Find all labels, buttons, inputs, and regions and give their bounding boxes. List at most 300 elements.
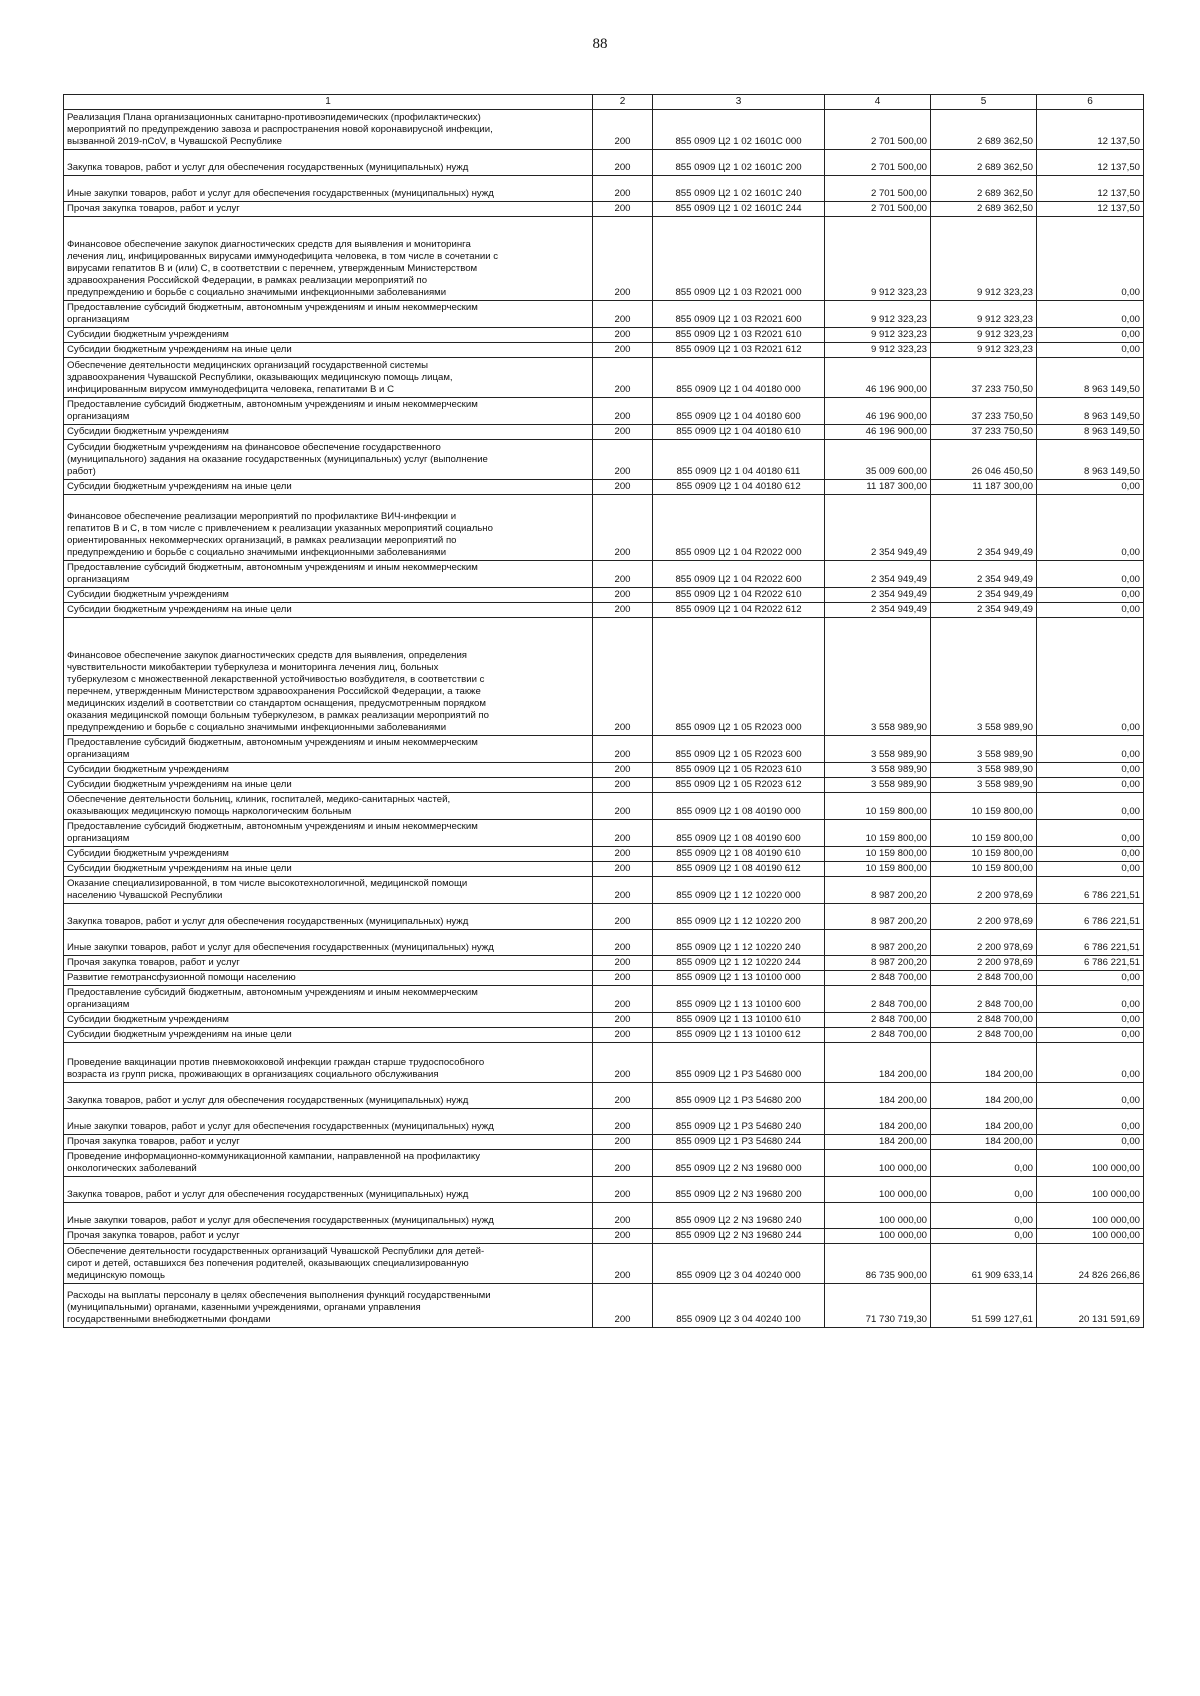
cell-unexecuted-amount: 0,00 [1037, 778, 1144, 793]
cell-section: 200 [593, 971, 653, 986]
cell-section: 200 [593, 202, 653, 217]
table-row [64, 1284, 1144, 1328]
cell-executed-amount: 10 159 800,00 [931, 793, 1037, 820]
cell-executed-amount: 9 912 323,23 [931, 301, 1037, 328]
cell-unexecuted-amount: 0,00 [1037, 1135, 1144, 1150]
cell-budget-code: 855 0909 Ц2 1 04 40180 600 [653, 398, 825, 425]
cell-item-name: Финансовое обеспечение закупок диагностических средств для выявления, определения чувствительности микобактерии туберкулеза и мониторинга лечения лиц, больных туберкулезом с множественной лекарственной устойчивостью возбудителя, в соответствии с перечнем, утвержденным Министерством здравоохранения Российской Федерации, а также медицинских изделий в соответствии со стандартом оснащения, предусмотренным порядком оказания медицинской помощи больным туберкулезом, в рамках реализации мероприятий по предупреждению и борьбе с социально значимыми инфекционными заболеваниями [64, 618, 593, 736]
cell-item-name: Предоставление субсидий бюджетным, автономным учреждениям и иным некоммерческим организациям [64, 398, 593, 425]
cell-budget-code: 855 0909 Ц2 1 08 40190 610 [653, 847, 825, 862]
cell-item-name: Предоставление субсидий бюджетным, автономным учреждениям и иным некоммерческим организациям [64, 561, 593, 588]
table-row [64, 904, 1144, 930]
cell-approved-amount: 2 354 949,49 [825, 495, 931, 561]
cell-unexecuted-amount: 0,00 [1037, 1028, 1144, 1043]
cell-executed-amount: 37 233 750,50 [931, 358, 1037, 398]
cell-approved-amount: 2 848 700,00 [825, 1013, 931, 1028]
cell-section: 200 [593, 1284, 653, 1328]
cell-executed-amount: 2 689 362,50 [931, 150, 1037, 176]
cell-approved-amount: 8 987 200,20 [825, 930, 931, 956]
cell-executed-amount: 10 159 800,00 [931, 820, 1037, 847]
cell-approved-amount: 3 558 989,90 [825, 618, 931, 736]
cell-approved-amount: 2 848 700,00 [825, 1028, 931, 1043]
table-row [64, 495, 1144, 561]
cell-section: 200 [593, 425, 653, 440]
cell-approved-amount: 100 000,00 [825, 1177, 931, 1203]
cell-unexecuted-amount: 0,00 [1037, 618, 1144, 736]
cell-executed-amount: 2 200 978,69 [931, 956, 1037, 971]
cell-item-name: Прочая закупка товаров, работ и услуг [64, 202, 593, 217]
table-row [64, 398, 1144, 425]
cell-budget-code: 855 0909 Ц2 1 08 40190 600 [653, 820, 825, 847]
cell-executed-amount: 2 354 949,49 [931, 495, 1037, 561]
cell-item-name: Закупка товаров, работ и услуг для обеспечения государственных (муниципальных) нужд [64, 1083, 593, 1109]
cell-budget-code: 855 0909 Ц2 1 02 1601С 200 [653, 150, 825, 176]
cell-budget-code: 855 0909 Ц2 2 N3 19680 240 [653, 1203, 825, 1229]
cell-unexecuted-amount: 0,00 [1037, 736, 1144, 763]
cell-unexecuted-amount: 0,00 [1037, 971, 1144, 986]
cell-approved-amount: 100 000,00 [825, 1150, 931, 1177]
cell-approved-amount: 11 187 300,00 [825, 480, 931, 495]
table-row [64, 328, 1144, 343]
cell-approved-amount: 2 848 700,00 [825, 986, 931, 1013]
cell-section: 200 [593, 1043, 653, 1083]
table-row [64, 480, 1144, 495]
cell-item-name: Субсидии бюджетным учреждениям [64, 328, 593, 343]
cell-unexecuted-amount: 0,00 [1037, 986, 1144, 1013]
cell-approved-amount: 184 200,00 [825, 1135, 931, 1150]
cell-executed-amount: 10 159 800,00 [931, 847, 1037, 862]
table-row [64, 877, 1144, 904]
cell-item-name: Расходы на выплаты персоналу в целях обеспечения выполнения функций государственными (муниципальными) органами, казенными учреждениями, органами управления государственными внебюджетными фондами [64, 1284, 593, 1328]
cell-executed-amount: 2 848 700,00 [931, 986, 1037, 1013]
cell-section: 200 [593, 561, 653, 588]
cell-approved-amount: 9 912 323,23 [825, 328, 931, 343]
cell-item-name: Проведение вакцинации против пневмококковой инфекции граждан старше трудоспособного возраста из групп риска, проживающих в организациях социального обслуживания [64, 1043, 593, 1083]
cell-executed-amount: 2 848 700,00 [931, 971, 1037, 986]
cell-section: 200 [593, 495, 653, 561]
cell-unexecuted-amount: 0,00 [1037, 301, 1144, 328]
cell-item-name: Оказание специализированной, в том числе высокотехнологичной, медицинской помощи населению Чувашской Республики [64, 877, 593, 904]
cell-unexecuted-amount: 6 786 221,51 [1037, 956, 1144, 971]
table-row [64, 110, 1144, 150]
cell-budget-code: 855 0909 Ц2 1 13 10100 612 [653, 1028, 825, 1043]
cell-item-name: Субсидии бюджетным учреждениям на иные цели [64, 343, 593, 358]
cell-section: 200 [593, 440, 653, 480]
cell-item-name: Субсидии бюджетным учреждениям на иные цели [64, 1028, 593, 1043]
cell-executed-amount: 2 354 949,49 [931, 588, 1037, 603]
cell-executed-amount: 3 558 989,90 [931, 618, 1037, 736]
cell-executed-amount: 0,00 [931, 1150, 1037, 1177]
table-row [64, 736, 1144, 763]
cell-unexecuted-amount: 0,00 [1037, 495, 1144, 561]
cell-approved-amount: 9 912 323,23 [825, 301, 931, 328]
cell-budget-code: 855 0909 Ц2 1 12 10220 244 [653, 956, 825, 971]
cell-approved-amount: 8 987 200,20 [825, 956, 931, 971]
cell-section: 200 [593, 956, 653, 971]
cell-section: 200 [593, 603, 653, 618]
cell-approved-amount: 2 701 500,00 [825, 176, 931, 202]
cell-section: 200 [593, 763, 653, 778]
cell-unexecuted-amount: 0,00 [1037, 763, 1144, 778]
cell-item-name: Субсидии бюджетным учреждениям на иные цели [64, 603, 593, 618]
table-row [64, 1203, 1144, 1229]
cell-unexecuted-amount: 12 137,50 [1037, 110, 1144, 150]
cell-budget-code: 855 0909 Ц2 1 05 R2023 000 [653, 618, 825, 736]
cell-unexecuted-amount: 8 963 149,50 [1037, 358, 1144, 398]
cell-item-name: Предоставление субсидий бюджетным, автономным учреждениям и иным некоммерческим организациям [64, 301, 593, 328]
cell-approved-amount: 8 987 200,20 [825, 904, 931, 930]
cell-section: 200 [593, 904, 653, 930]
cell-section: 200 [593, 1244, 653, 1284]
cell-approved-amount: 184 200,00 [825, 1043, 931, 1083]
cell-unexecuted-amount: 8 963 149,50 [1037, 398, 1144, 425]
cell-executed-amount: 61 909 633,14 [931, 1244, 1037, 1284]
cell-item-name: Иные закупки товаров, работ и услуг для обеспечения государственных (муниципальных) нужд [64, 1203, 593, 1229]
cell-approved-amount: 35 009 600,00 [825, 440, 931, 480]
cell-item-name: Обеспечение деятельности государственных организаций Чувашской Республики для детей- сирот и детей, оставшихся без попечения родителей, оказывающих специализированную медицинскую помощь [64, 1244, 593, 1284]
cell-approved-amount: 2 354 949,49 [825, 603, 931, 618]
cell-item-name: Субсидии бюджетным учреждениям [64, 425, 593, 440]
cell-executed-amount: 2 354 949,49 [931, 561, 1037, 588]
table-row [64, 1244, 1144, 1284]
table-row [64, 763, 1144, 778]
table-row [64, 1135, 1144, 1150]
cell-section: 200 [593, 877, 653, 904]
table-row [64, 301, 1144, 328]
cell-section: 200 [593, 328, 653, 343]
cell-unexecuted-amount: 24 826 266,86 [1037, 1244, 1144, 1284]
cell-section: 200 [593, 820, 653, 847]
cell-approved-amount: 9 912 323,23 [825, 217, 931, 301]
cell-unexecuted-amount: 12 137,50 [1037, 150, 1144, 176]
cell-unexecuted-amount: 0,00 [1037, 847, 1144, 862]
cell-section: 200 [593, 1028, 653, 1043]
cell-item-name: Иные закупки товаров, работ и услуг для обеспечения государственных (муниципальных) нужд [64, 930, 593, 956]
cell-item-name: Закупка товаров, работ и услуг для обеспечения государственных (муниципальных) нужд [64, 904, 593, 930]
cell-item-name: Обеспечение деятельности медицинских организаций государственной системы здравоохранения Чувашской Республики, оказывающих медицинскую помощь лицам, инфицированным вирусом иммунодефицита человека, гепатитами В и С [64, 358, 593, 398]
table-row [64, 1083, 1144, 1109]
cell-executed-amount: 2 848 700,00 [931, 1013, 1037, 1028]
cell-unexecuted-amount: 0,00 [1037, 793, 1144, 820]
cell-budget-code: 855 0909 Ц2 1 04 R2022 600 [653, 561, 825, 588]
cell-executed-amount: 9 912 323,23 [931, 328, 1037, 343]
cell-budget-code: 855 0909 Ц2 1 12 10220 200 [653, 904, 825, 930]
cell-budget-code: 855 0909 Ц2 1 04 40180 000 [653, 358, 825, 398]
table-row [64, 1229, 1144, 1244]
cell-unexecuted-amount: 0,00 [1037, 603, 1144, 618]
cell-executed-amount: 2 200 978,69 [931, 930, 1037, 956]
cell-item-name: Прочая закупка товаров, работ и услуг [64, 956, 593, 971]
cell-item-name: Финансовое обеспечение закупок диагностических средств для выявления и мониторинга лечения лиц, инфицированных вирусами иммунодефицита человека, в том числе в сочетании с вирусами гепатитов В и (или) С, в соответствии с перечнем, утвержденным Министерством здравоохранения Российской Федерации, в рамках реализации мероприятий по предупреждению и борьбе с социально значимыми инфекционными заболеваниями [64, 217, 593, 301]
table-row [64, 603, 1144, 618]
cell-approved-amount: 3 558 989,90 [825, 736, 931, 763]
cell-budget-code: 855 0909 Ц2 1 04 40180 612 [653, 480, 825, 495]
cell-executed-amount: 184 200,00 [931, 1109, 1037, 1135]
cell-budget-code: 855 0909 Ц2 1 13 10100 000 [653, 971, 825, 986]
cell-item-name: Прочая закупка товаров, работ и услуг [64, 1135, 593, 1150]
cell-unexecuted-amount: 0,00 [1037, 328, 1144, 343]
cell-unexecuted-amount: 0,00 [1037, 1043, 1144, 1083]
table-row [64, 986, 1144, 1013]
cell-item-name: Субсидии бюджетным учреждениям на иные цели [64, 778, 593, 793]
cell-approved-amount: 2 848 700,00 [825, 971, 931, 986]
cell-section: 200 [593, 480, 653, 495]
cell-section: 200 [593, 358, 653, 398]
cell-budget-code: 855 0909 Ц2 1 02 1601С 000 [653, 110, 825, 150]
table-row [64, 971, 1144, 986]
cell-section: 200 [593, 1203, 653, 1229]
cell-approved-amount: 86 735 900,00 [825, 1244, 931, 1284]
cell-unexecuted-amount: 100 000,00 [1037, 1177, 1144, 1203]
cell-approved-amount: 3 558 989,90 [825, 778, 931, 793]
cell-executed-amount: 0,00 [931, 1203, 1037, 1229]
table-row [64, 778, 1144, 793]
table-row [64, 217, 1144, 301]
cell-section: 200 [593, 736, 653, 763]
cell-unexecuted-amount: 6 786 221,51 [1037, 877, 1144, 904]
cell-item-name: Иные закупки товаров, работ и услуг для обеспечения государственных (муниципальных) нужд [64, 1109, 593, 1135]
cell-approved-amount: 184 200,00 [825, 1083, 931, 1109]
cell-unexecuted-amount: 0,00 [1037, 820, 1144, 847]
cell-section: 200 [593, 1013, 653, 1028]
cell-budget-code: 855 0909 Ц2 1 P3 54680 000 [653, 1043, 825, 1083]
cell-approved-amount: 71 730 719,30 [825, 1284, 931, 1328]
cell-section: 200 [593, 930, 653, 956]
cell-section: 200 [593, 1083, 653, 1109]
cell-executed-amount: 51 599 127,61 [931, 1284, 1037, 1328]
table-row [64, 561, 1144, 588]
table-row [64, 202, 1144, 217]
table-row [64, 588, 1144, 603]
cell-unexecuted-amount: 8 963 149,50 [1037, 440, 1144, 480]
cell-unexecuted-amount: 100 000,00 [1037, 1150, 1144, 1177]
cell-executed-amount: 2 689 362,50 [931, 176, 1037, 202]
cell-budget-code: 855 0909 Ц2 1 02 1601С 244 [653, 202, 825, 217]
cell-executed-amount: 3 558 989,90 [931, 778, 1037, 793]
cell-item-name: Субсидии бюджетным учреждениям на финансовое обеспечение государственного (муниципального) задания на оказание государственных (муниципальных) услуг (выполнение работ) [64, 440, 593, 480]
cell-item-name: Субсидии бюджетным учреждениям [64, 847, 593, 862]
cell-section: 200 [593, 778, 653, 793]
table-row [64, 440, 1144, 480]
column-header: 3 [653, 95, 825, 110]
cell-section: 200 [593, 398, 653, 425]
table-row [64, 425, 1144, 440]
cell-unexecuted-amount: 12 137,50 [1037, 176, 1144, 202]
cell-unexecuted-amount: 0,00 [1037, 1083, 1144, 1109]
cell-section: 200 [593, 862, 653, 877]
cell-approved-amount: 10 159 800,00 [825, 862, 931, 877]
cell-budget-code: 855 0909 Ц2 1 08 40190 612 [653, 862, 825, 877]
cell-unexecuted-amount: 0,00 [1037, 217, 1144, 301]
cell-approved-amount: 2 701 500,00 [825, 202, 931, 217]
cell-executed-amount: 184 200,00 [931, 1083, 1037, 1109]
cell-section: 200 [593, 150, 653, 176]
cell-unexecuted-amount: 6 786 221,51 [1037, 904, 1144, 930]
cell-item-name: Субсидии бюджетным учреждениям [64, 588, 593, 603]
cell-executed-amount: 2 848 700,00 [931, 1028, 1037, 1043]
cell-unexecuted-amount: 6 786 221,51 [1037, 930, 1144, 956]
table-row [64, 862, 1144, 877]
cell-executed-amount: 184 200,00 [931, 1135, 1037, 1150]
cell-section: 200 [593, 343, 653, 358]
cell-unexecuted-amount: 100 000,00 [1037, 1229, 1144, 1244]
cell-item-name: Закупка товаров, работ и услуг для обеспечения государственных (муниципальных) нужд [64, 150, 593, 176]
cell-budget-code: 855 0909 Ц2 1 03 R2021 600 [653, 301, 825, 328]
cell-section: 200 [593, 1177, 653, 1203]
cell-item-name: Предоставление субсидий бюджетным, автономным учреждениям и иным некоммерческим организациям [64, 736, 593, 763]
cell-item-name: Предоставление субсидий бюджетным, автономным учреждениям и иным некоммерческим организациям [64, 986, 593, 1013]
cell-approved-amount: 10 159 800,00 [825, 793, 931, 820]
cell-budget-code: 855 0909 Ц2 1 03 R2021 610 [653, 328, 825, 343]
cell-budget-code: 855 0909 Ц2 1 04 R2022 610 [653, 588, 825, 603]
cell-budget-code: 855 0909 Ц2 1 12 10220 000 [653, 877, 825, 904]
cell-budget-code: 855 0909 Ц2 1 05 R2023 610 [653, 763, 825, 778]
cell-approved-amount: 2 701 500,00 [825, 110, 931, 150]
budget-table [63, 94, 1144, 1328]
header-row [64, 95, 1144, 110]
cell-unexecuted-amount: 20 131 591,69 [1037, 1284, 1144, 1328]
table-row [64, 793, 1144, 820]
cell-item-name: Реализация Плана организационных санитарно-противоэпидемических (профилактических) мероприятий по предупреждению завоза и распространения новой коронавирусной инфекции, вызванной 2019-nCoV, в Чувашской Республике [64, 110, 593, 150]
table-header [64, 95, 1144, 110]
cell-budget-code: 855 0909 Ц2 3 04 40240 000 [653, 1244, 825, 1284]
table-row [64, 1028, 1144, 1043]
cell-budget-code: 855 0909 Ц2 3 04 40240 100 [653, 1284, 825, 1328]
cell-executed-amount: 0,00 [931, 1177, 1037, 1203]
cell-section: 200 [593, 110, 653, 150]
table-row [64, 343, 1144, 358]
cell-item-name: Развитие гемотрансфузионной помощи населению [64, 971, 593, 986]
cell-budget-code: 855 0909 Ц2 1 04 R2022 000 [653, 495, 825, 561]
cell-approved-amount: 2 354 949,49 [825, 588, 931, 603]
cell-unexecuted-amount: 0,00 [1037, 1013, 1144, 1028]
cell-approved-amount: 3 558 989,90 [825, 763, 931, 778]
cell-item-name: Закупка товаров, работ и услуг для обеспечения государственных (муниципальных) нужд [64, 1177, 593, 1203]
table-row [64, 1177, 1144, 1203]
cell-executed-amount: 10 159 800,00 [931, 862, 1037, 877]
column-header: 4 [825, 95, 931, 110]
cell-unexecuted-amount: 0,00 [1037, 480, 1144, 495]
cell-approved-amount: 100 000,00 [825, 1203, 931, 1229]
cell-budget-code: 855 0909 Ц2 1 P3 54680 244 [653, 1135, 825, 1150]
cell-unexecuted-amount: 0,00 [1037, 588, 1144, 603]
cell-approved-amount: 9 912 323,23 [825, 343, 931, 358]
cell-budget-code: 855 0909 Ц2 2 N3 19680 244 [653, 1229, 825, 1244]
cell-approved-amount: 2 701 500,00 [825, 150, 931, 176]
cell-budget-code: 855 0909 Ц2 1 13 10100 600 [653, 986, 825, 1013]
cell-approved-amount: 46 196 900,00 [825, 358, 931, 398]
cell-executed-amount: 3 558 989,90 [931, 736, 1037, 763]
cell-executed-amount: 2 200 978,69 [931, 904, 1037, 930]
cell-budget-code: 855 0909 Ц2 1 12 10220 240 [653, 930, 825, 956]
cell-executed-amount: 0,00 [931, 1229, 1037, 1244]
cell-section: 200 [593, 301, 653, 328]
table-row [64, 1043, 1144, 1083]
cell-section: 200 [593, 588, 653, 603]
cell-budget-code: 855 0909 Ц2 1 05 R2023 612 [653, 778, 825, 793]
cell-budget-code: 855 0909 Ц2 1 P3 54680 200 [653, 1083, 825, 1109]
cell-executed-amount: 2 354 949,49 [931, 603, 1037, 618]
cell-item-name: Проведение информационно-коммуникационной кампании, направленной на профилактику онкологических заболеваний [64, 1150, 593, 1177]
cell-section: 200 [593, 793, 653, 820]
table-row [64, 1013, 1144, 1028]
cell-budget-code: 855 0909 Ц2 1 04 R2022 612 [653, 603, 825, 618]
cell-section: 200 [593, 1150, 653, 1177]
cell-unexecuted-amount: 0,00 [1037, 343, 1144, 358]
cell-budget-code: 855 0909 Ц2 1 P3 54680 240 [653, 1109, 825, 1135]
cell-budget-code: 855 0909 Ц2 2 N3 19680 200 [653, 1177, 825, 1203]
cell-item-name: Субсидии бюджетным учреждениям [64, 763, 593, 778]
cell-unexecuted-amount: 8 963 149,50 [1037, 425, 1144, 440]
cell-budget-code: 855 0909 Ц2 1 03 R2021 612 [653, 343, 825, 358]
table-body [64, 110, 1144, 1328]
cell-section: 200 [593, 176, 653, 202]
table-row [64, 150, 1144, 176]
table-row [64, 820, 1144, 847]
cell-unexecuted-amount: 0,00 [1037, 862, 1144, 877]
cell-item-name: Предоставление субсидий бюджетным, автономным учреждениям и иным некоммерческим организациям [64, 820, 593, 847]
table-row [64, 930, 1144, 956]
cell-section: 200 [593, 847, 653, 862]
cell-executed-amount: 184 200,00 [931, 1043, 1037, 1083]
cell-item-name: Субсидии бюджетным учреждениям на иные цели [64, 862, 593, 877]
cell-budget-code: 855 0909 Ц2 1 04 40180 610 [653, 425, 825, 440]
cell-approved-amount: 46 196 900,00 [825, 425, 931, 440]
cell-approved-amount: 10 159 800,00 [825, 820, 931, 847]
cell-executed-amount: 11 187 300,00 [931, 480, 1037, 495]
cell-approved-amount: 100 000,00 [825, 1229, 931, 1244]
table-row [64, 358, 1144, 398]
cell-executed-amount: 3 558 989,90 [931, 763, 1037, 778]
cell-section: 200 [593, 217, 653, 301]
table-row [64, 618, 1144, 736]
cell-executed-amount: 37 233 750,50 [931, 398, 1037, 425]
column-header: 1 [64, 95, 593, 110]
page-number: 88 [592, 36, 608, 52]
cell-section: 200 [593, 1109, 653, 1135]
cell-executed-amount: 2 689 362,50 [931, 110, 1037, 150]
cell-unexecuted-amount: 100 000,00 [1037, 1203, 1144, 1229]
cell-section: 200 [593, 618, 653, 736]
cell-item-name: Иные закупки товаров, работ и услуг для обеспечения государственных (муниципальных) нужд [64, 176, 593, 202]
cell-approved-amount: 184 200,00 [825, 1109, 931, 1135]
cell-budget-code: 855 0909 Ц2 1 04 40180 611 [653, 440, 825, 480]
table-row [64, 956, 1144, 971]
column-header: 5 [931, 95, 1037, 110]
cell-budget-code: 855 0909 Ц2 1 13 10100 610 [653, 1013, 825, 1028]
cell-item-name: Субсидии бюджетным учреждениям [64, 1013, 593, 1028]
cell-budget-code: 855 0909 Ц2 1 05 R2023 600 [653, 736, 825, 763]
cell-approved-amount: 46 196 900,00 [825, 398, 931, 425]
column-header: 6 [1037, 95, 1144, 110]
cell-budget-code: 855 0909 Ц2 1 02 1601С 240 [653, 176, 825, 202]
cell-section: 200 [593, 1135, 653, 1150]
cell-unexecuted-amount: 12 137,50 [1037, 202, 1144, 217]
cell-section: 200 [593, 1229, 653, 1244]
table-row [64, 1109, 1144, 1135]
cell-executed-amount: 9 912 323,23 [931, 217, 1037, 301]
cell-budget-code: 855 0909 Ц2 1 03 R2021 000 [653, 217, 825, 301]
cell-executed-amount: 2 200 978,69 [931, 877, 1037, 904]
column-header: 2 [593, 95, 653, 110]
cell-executed-amount: 26 046 450,50 [931, 440, 1037, 480]
cell-executed-amount: 9 912 323,23 [931, 343, 1037, 358]
cell-approved-amount: 8 987 200,20 [825, 877, 931, 904]
cell-item-name: Обеспечение деятельности больниц, клиник, госпиталей, медико-санитарных частей, оказывающих медицинскую помощь наркологическим больным [64, 793, 593, 820]
cell-unexecuted-amount: 0,00 [1037, 561, 1144, 588]
cell-budget-code: 855 0909 Ц2 2 N3 19680 000 [653, 1150, 825, 1177]
cell-executed-amount: 37 233 750,50 [931, 425, 1037, 440]
